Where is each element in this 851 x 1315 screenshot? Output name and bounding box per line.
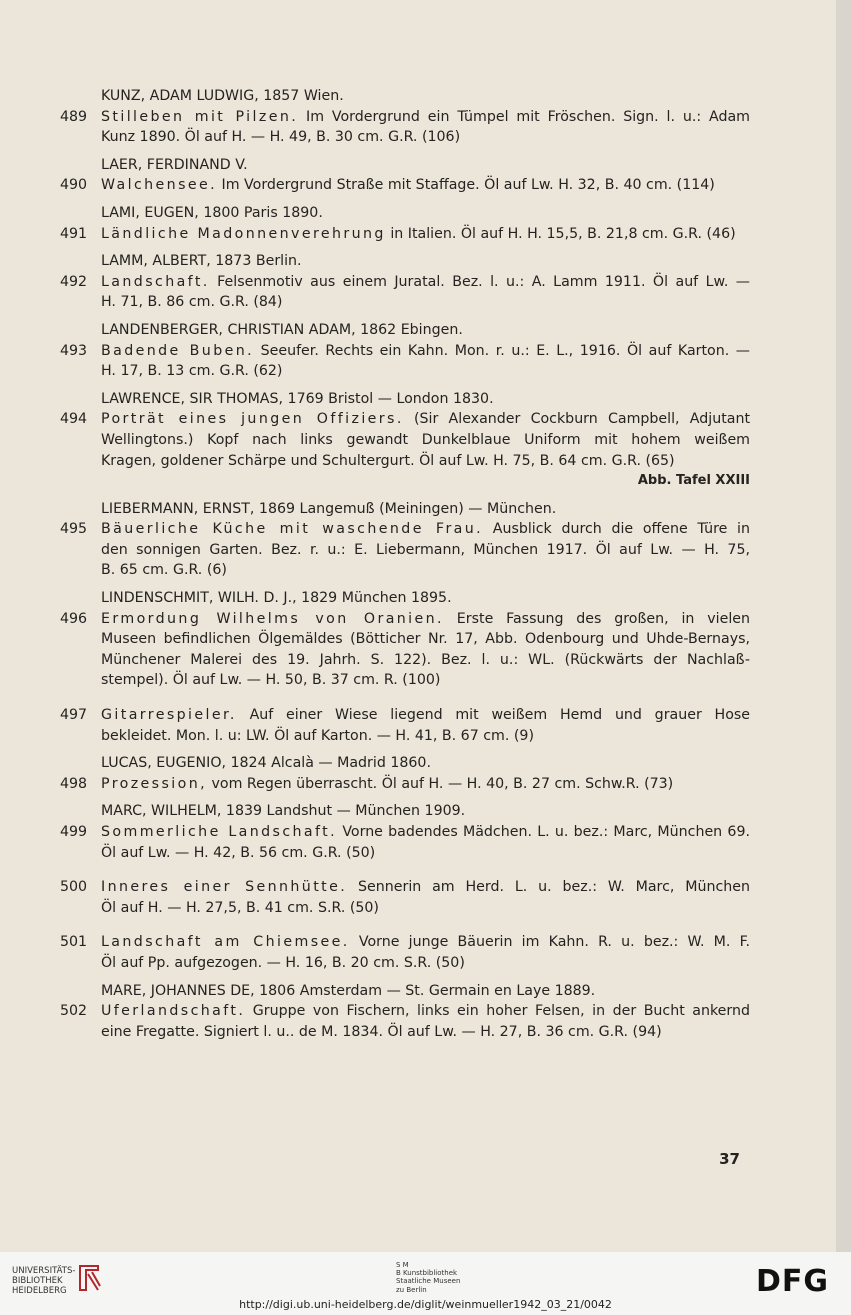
entry-line [101, 560, 750, 581]
entry-line [101, 540, 750, 561]
catalog-entry [60, 107, 750, 148]
entry-line [101, 843, 750, 864]
artwork-description: Öl auf H. — H. 27,5, B. 41 cm. S.R. (50) [101, 899, 379, 916]
catalog-entry [60, 932, 750, 973]
artwork-title: Ländliche Madonnenverehrung [101, 225, 386, 242]
entry-line [101, 629, 750, 650]
entry-line [101, 877, 750, 898]
lot-number: 500 [60, 879, 88, 896]
university-logo-icon[interactable] [76, 1262, 102, 1294]
catalog-entry [60, 609, 750, 691]
artwork-description: Vorne junge Bäuerin im Kahn. R. u. bez.: W. M. F. [349, 934, 751, 951]
entry-line [101, 107, 750, 128]
artwork-description: bekleidet. Mon. l. u: LW. Öl auf Karton. — H. 41, B. 67 cm. (9) [101, 727, 534, 744]
catalog-entries [60, 86, 750, 1042]
entry-line [101, 898, 750, 919]
catalog-entry [60, 705, 750, 746]
entry-line [101, 451, 750, 472]
artwork-title: Ermordung Wilhelms von Oranien. [101, 610, 444, 627]
lot-number: 489 [60, 108, 88, 125]
lot-number: 502 [60, 1003, 88, 1020]
artist-heading: LUCAS, EUGENIO, 1824 Alcalà — Madrid 1860. [101, 755, 431, 772]
artist-heading: LAWRENCE, SIR THOMAS, 1769 Bristol — London 1830. [101, 390, 494, 407]
catalog-entry [60, 175, 750, 196]
artwork-description: stempel). Öl auf Lw. — H. 50, B. 37 cm. R. (100) [101, 672, 441, 689]
artist-heading: LINDENSCHMIT, WILH. D. J., 1829 München 1895. [101, 590, 452, 607]
entry-gap [60, 691, 750, 705]
artist-heading: LANDENBERGER, CHRISTIAN ADAM, 1862 Ebingen. [101, 321, 463, 338]
artwork-description: Seeufer. Rechts ein Kahn. Mon. r. u.: E. L., 1916. Öl auf Karton. — [254, 342, 750, 359]
artwork-description: Kragen, goldener Schärpe und Schultergurt. Öl auf Lw. H. 75, B. 64 cm. G.R. (65) [101, 452, 675, 469]
dfg-logo[interactable]: DFG [756, 1264, 830, 1299]
entry-line [101, 341, 750, 362]
entry-line [101, 822, 750, 843]
lot-number: 499 [60, 824, 88, 840]
artwork-description: B. 65 cm. G.R. (6) [101, 562, 227, 579]
catalog-entry [60, 877, 750, 918]
university-library-label[interactable]: UNIVERSITÄTS- BIBLIOTHEK HEIDELBERG [12, 1266, 76, 1296]
artwork-title: Stilleben mit Pilzen. [101, 108, 299, 125]
lot-number: 495 [60, 521, 88, 538]
entry-line [101, 224, 750, 245]
artist-heading: LAMM, ALBERT, 1873 Berlin. [101, 253, 302, 270]
catalog-entry [60, 519, 750, 581]
entry-gap [60, 794, 750, 801]
catalog-entry [60, 1001, 750, 1042]
entry-line [101, 175, 750, 196]
artwork-description: Wellingtons.) Kopf nach links gewandt Dunkelblaue Uniform mit hohem weißem [101, 431, 750, 448]
entry-gap [60, 746, 750, 753]
plate-reference: Abb. Tafel XXIII [637, 473, 750, 489]
entry-line [101, 272, 750, 293]
entry-gap [60, 382, 750, 389]
viewer-footer [0, 1252, 851, 1315]
entry-line [101, 650, 750, 671]
artist-heading: LIEBERMANN, ERNST, 1869 Langemuß (Meiningen) — München. [101, 500, 557, 517]
entry-line [101, 1022, 750, 1043]
library-stamp: S M B Kunstbibliothek Staatliche Museen zu Berlin [396, 1261, 461, 1294]
lot-number: 497 [60, 707, 88, 724]
lot-number: 496 [60, 610, 88, 627]
artwork-description: Vorne badendes Mädchen. L. u. bez.: Marc, München 69. [337, 824, 750, 840]
artwork-title: Landschaft. [101, 273, 210, 290]
entry-line [101, 609, 750, 630]
entry-gap [60, 313, 750, 320]
artwork-title: Bäuerliche Küche mit waschende Frau. [101, 521, 484, 538]
entry-line [101, 292, 750, 313]
artist-heading: MARC, WILHELM, 1839 Landshut — München 1909. [101, 803, 466, 820]
artwork-description: vom Regen überrascht. Öl auf H. — H. 40, B. 27 cm. Schw.R. (73) [207, 775, 674, 792]
artwork-title: Prozession, [101, 775, 207, 792]
artist-heading: MARE, JOHANNES DE, 1806 Amsterdam — St. Germain en Laye 1889. [101, 982, 596, 999]
lot-number: 492 [60, 273, 88, 290]
lot-number: 493 [60, 342, 88, 359]
artwork-description: H. 71, B. 86 cm. G.R. (84) [101, 294, 283, 311]
lot-number: 494 [60, 411, 88, 428]
entry-line [101, 774, 750, 795]
artwork-description: in Italien. Öl auf H. H. 15,5, B. 21,8 cm. G.R. (46) [385, 225, 736, 242]
artwork-description: Ausblick durch die offene Türe in [483, 521, 750, 538]
artwork-description: Auf einer Wiese liegend mit weißem Hemd und grauer Hose [236, 707, 750, 724]
permalink-url[interactable]: http://digi.ub.uni-heidelberg.de/diglit/weinmueller1942_03_21/0042 [239, 1298, 612, 1311]
entry-gap [60, 148, 750, 155]
artwork-title: Landschaft am Chiemsee. [101, 934, 350, 951]
entry-line [101, 361, 750, 382]
entry-line [101, 932, 750, 953]
artwork-title: Inneres einer Sennhütte. [101, 879, 348, 896]
artwork-description: Im Vordergrund Straße mit Staffage. Öl auf Lw. H. 32, B. 40 cm. (114) [217, 177, 715, 194]
artwork-description: (Sir Alexander Cockburn Campbell, Adjutant [403, 411, 751, 428]
entry-line [101, 409, 750, 430]
artwork-description: Kunz 1890. Öl auf H. — H. 49, B. 30 cm. G.R. (106) [101, 129, 461, 146]
artwork-title: Walchensee. [101, 177, 218, 194]
catalog-entry [60, 822, 750, 863]
artwork-description: Im Vordergrund ein Tümpel mit Fröschen. Sign. l. u.: Adam [298, 108, 751, 125]
entry-gap [60, 918, 750, 932]
artwork-description: Öl auf Lw. — H. 42, B. 56 cm. G.R. (50) [101, 844, 376, 861]
entry-gap [60, 244, 750, 251]
artwork-title: Badende Buben. [101, 342, 255, 359]
lot-number: 491 [60, 225, 88, 242]
entry-gap [60, 196, 750, 203]
artwork-description: eine Fregatte. Signiert l. u.. de M. 1834. Öl auf Lw. — H. 27, B. 36 cm. G.R. (94) [101, 1023, 662, 1040]
entry-gap [60, 581, 750, 588]
entry-line [101, 953, 750, 974]
artwork-description: Münchener Malerei des 19. Jahrh. S. 122). Bez. l. u.: WL. (Rückwärts der Nachlaß- [101, 651, 750, 668]
artwork-description: Felsenmotiv aus einem Juratal. Bez. l. u.: A. Lamm 1911. Öl auf Lw. — [209, 273, 750, 290]
entry-line [101, 726, 750, 747]
artist-heading: LAER, FERDINAND V. [101, 156, 248, 173]
entry-line [101, 1001, 750, 1022]
artwork-description: Öl auf Pp. aufgezogen. — H. 16, B. 20 cm. S.R. (50) [101, 954, 465, 971]
artwork-title: Gitarrespieler. [101, 707, 237, 724]
artwork-description: Museen befindlichen Ölgemäldes (Bötticher Nr. 17, Abb. Odenbourg und Uhde-Bernays, [101, 631, 750, 648]
artist-heading: KUNZ, ADAM LUDWIG, 1857 Wien. [101, 88, 344, 104]
catalog-entry [60, 409, 750, 491]
lot-number: 498 [60, 775, 88, 792]
entry-gap [60, 492, 750, 499]
catalog-entry [60, 272, 750, 313]
catalog-entry [60, 224, 750, 245]
artwork-description: Erste Fassung des großen, in vielen [443, 610, 750, 627]
artwork-title: Uferlandschaft. [101, 1003, 246, 1020]
catalog-entry [60, 774, 750, 795]
entry-line [101, 670, 750, 691]
lot-number: 501 [60, 934, 88, 951]
page-number: 37 [719, 1150, 740, 1168]
artwork-description: den sonnigen Garten. Bez. r. u.: E. Liebermann, München 1917. Öl auf Lw. — H. 75, [101, 541, 750, 558]
artwork-title: Porträt eines jungen Offiziers. [101, 411, 404, 428]
entry-gap [60, 863, 750, 877]
entry-line [101, 519, 750, 540]
entry-line [101, 430, 750, 451]
artwork-description: H. 17, B. 13 cm. G.R. (62) [101, 363, 283, 380]
artwork-title: Sommerliche Landschaft. [101, 824, 338, 840]
catalog-entry [60, 341, 750, 382]
entry-line [101, 127, 750, 148]
artist-heading: LAMI, EUGEN, 1800 Paris 1890. [101, 204, 323, 221]
artwork-description: Sennerin am Herd. L. u. bez.: W. Marc, München [347, 879, 750, 896]
lot-number: 490 [60, 177, 88, 194]
artwork-description: Gruppe von Fischern, links ein hoher Felsen, in der Bucht ankernd [245, 1003, 750, 1020]
page-edge [836, 0, 851, 1252]
entry-line [101, 705, 750, 726]
entry-gap [60, 974, 750, 981]
